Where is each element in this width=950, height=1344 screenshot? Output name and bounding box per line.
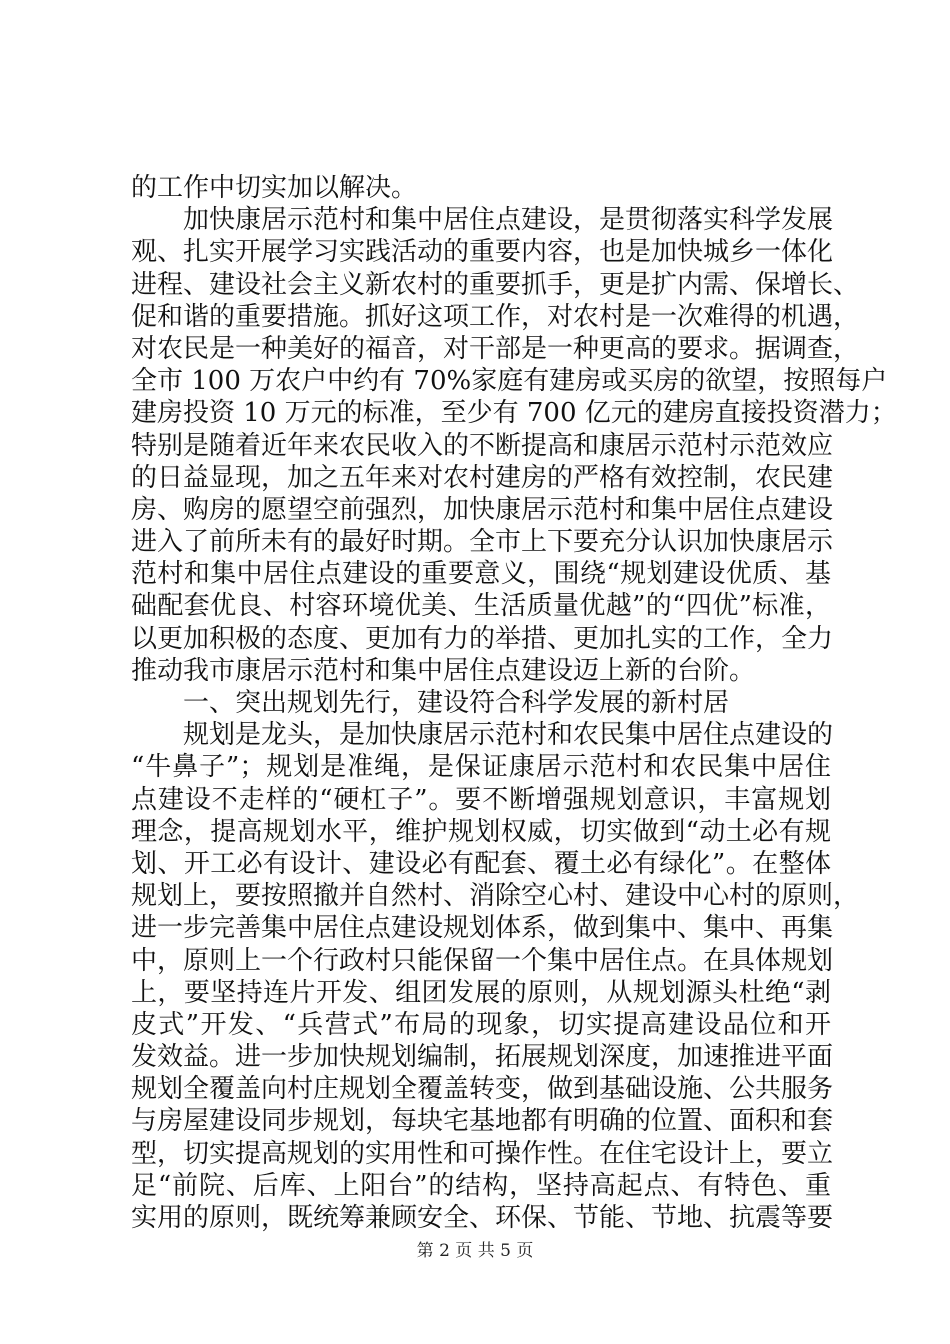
text-line: 规划上，要按照撤并自然村、消除空心村、建设中心村的原则， bbox=[131, 881, 860, 912]
text-line: 实用的原则，既统筹兼顾安全、环保、节能、节地、抗震等要 bbox=[131, 1203, 834, 1233]
text-line: 足“前院、后库、上阳台”的结构，坚持高起点、有特色、重 bbox=[131, 1170, 831, 1201]
text-line: 进一步完善集中居住点建设规划体系，做到集中、集中、再集 bbox=[131, 913, 834, 944]
text-line: 房、购房的愿望空前强烈，加快康居示范村和集中居住点建设 bbox=[131, 494, 834, 525]
text-line: 与房屋建设同步规划，每块宅基地都有明确的位置、面积和套 bbox=[131, 1106, 834, 1137]
text-line: 皮式”开发、“兵营式”布局的现象，切实提高建设品位和开 bbox=[131, 1009, 831, 1040]
text-line: 础配套优良、村容环境优美、生活质量优越”的“四优”标准， bbox=[131, 591, 831, 622]
text-line: 建房投资 10 万元的标准，至少有 700 亿元的建房直接投资潜力； bbox=[131, 398, 897, 429]
text-line: 促和谐的重要措施。抓好这项工作，对农村是一次难得的机遇， bbox=[131, 301, 860, 332]
text-line: 的工作中切实加以解决。 bbox=[131, 173, 418, 203]
text-line: 规划全覆盖向村庄规划全覆盖转变，做到基础设施、公共服务 bbox=[131, 1074, 834, 1105]
text-line: 划、开工必有设计、建设必有配套、覆土必有绿化”。在整体 bbox=[131, 848, 831, 879]
text-line: 进程、建设社会主义新农村的重要抓手，更是扩内需、保增长、 bbox=[131, 269, 860, 300]
text-line: “牛鼻子”；规划是准绳，是保证康居示范村和农民集中居住 bbox=[131, 752, 831, 783]
text-line: 全市 100 万农户中约有 70%家庭有建房或买房的欲望，按照每户 bbox=[131, 366, 888, 397]
text-line: 规划是龙头，是加快康居示范村和农民集中居住点建设的 bbox=[183, 720, 834, 751]
text-line: 上，要坚持连片开发、组团发展的原则，从规划源头杜绝“剥 bbox=[131, 977, 831, 1008]
text-line: 以更加积极的态度、更加有力的举措、更加扎实的工作，全力 bbox=[131, 623, 834, 654]
text-line: 的日益显现，加之五年来对农村建房的严格有效控制，农民建 bbox=[131, 462, 834, 493]
text-line: 中，原则上一个行政村只能保留一个集中居住点。在具体规划 bbox=[131, 945, 834, 976]
document-body bbox=[131, 172, 897, 1234]
text-line: 理念，提高规划水平，维护规划权威，切实做到“动土必有规 bbox=[131, 816, 831, 847]
text-line: 特别是随着近年来农民收入的不断提高和康居示范村示范效应 bbox=[131, 430, 834, 461]
text-line: 发效益。进一步加快规划编制，拓展规划深度，加速推进平面 bbox=[131, 1042, 834, 1073]
text-line: 范村和集中居住点建设的重要意义，围绕“规划建设优质、基 bbox=[131, 559, 831, 590]
text-line: 观、扎实开展学习实践活动的重要内容，也是加快城乡一体化 bbox=[131, 237, 834, 268]
text-line: 对农民是一种美好的福音，对干部是一种更高的要求。据调查， bbox=[131, 333, 860, 364]
section-heading: 一、突出规划先行，建设符合科学发展的新村居 bbox=[183, 688, 730, 718]
page-footer: 第 2 页 共 5 页 bbox=[416, 1241, 534, 1261]
text-line: 型，切实提高规划的实用性和可操作性。在住宅设计上，要立 bbox=[131, 1138, 834, 1169]
text-line: 进入了前所未有的最好时期。全市上下要充分认识加快康居示 bbox=[131, 527, 834, 558]
text-line: 推动我市康居示范村和集中居住点建设迈上新的台阶。 bbox=[131, 655, 756, 686]
text-line: 点建设不走样的“硬杠子”。要不断增强规划意识，丰富规划 bbox=[131, 784, 831, 815]
text-line: 加快康居示范村和集中居住点建设，是贯彻落实科学发展 bbox=[183, 205, 834, 236]
